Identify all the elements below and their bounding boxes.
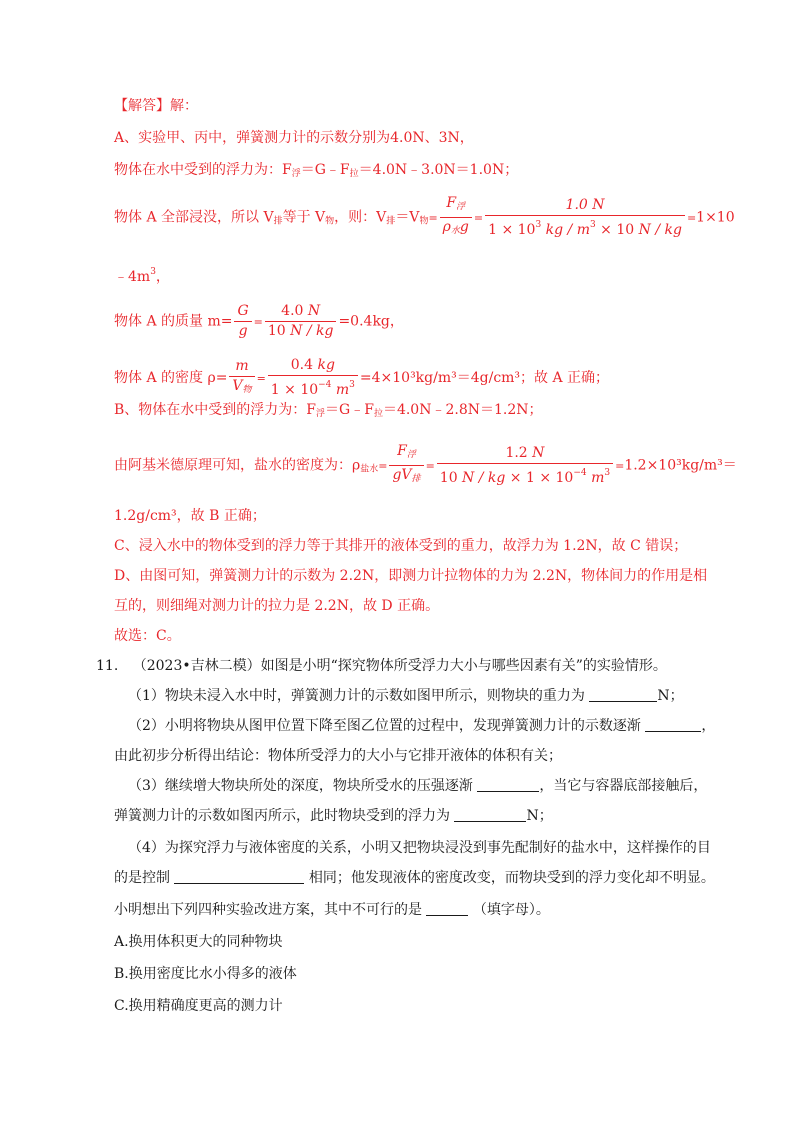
blank-2[interactable] [645, 716, 701, 732]
fraction-density-value: $\frac{0.4 kg}{1 \times 10^{-4} m^3}$ [268, 356, 358, 400]
answer-b-line3: 1.2g/cm³，故 B 正确； [114, 508, 266, 524]
blank-4[interactable] [454, 806, 526, 822]
blank-6[interactable] [426, 900, 468, 916]
option-b: B.换用密度比水小得多的液体 [114, 966, 297, 982]
blank-3[interactable] [477, 776, 539, 792]
blank-1[interactable] [589, 686, 657, 702]
question-part-3b: 弹簧测力计的示数如图丙所示，此时物块受到的浮力为 N； [114, 808, 553, 824]
question-part-4c: 小明想出下列四种实验改进方案，其中不可行的是 （填字母）。 [114, 902, 550, 918]
answer-a-mass: 物体 A 的质量 m= $\frac{G}{g}$ = $\frac{4.0 N}{10 N / kg}$ =0.4kg， [114, 303, 404, 339]
fraction-brine-density-value: $\frac{1.2 N}{10 N / kg \times 1 \times 10^{-4} m^3}$ [437, 444, 613, 488]
answer-a-density: 物体 A 的密度 ρ= $\frac{m}{\text{V物}}$ = $\frac{0.4 kg}{1 \times 10^{-4} m^3}$ =4×10³kg/m³＝4g/cm³；故 A 正确； [114, 357, 610, 398]
answer-d-line2: 互的，则细绳对测力计的拉力是 2.2N，故 D 正确。 [114, 598, 440, 614]
fraction-mass-value: $\frac{4.0 N}{10 N / kg}$ [265, 302, 337, 341]
option-c: C.换用精确度更高的测力计 [114, 998, 283, 1014]
answer-c: C、浸入水中的物体受到的浮力等于其排开的液体受到的重力，故浮力为 1.2N，故 C 错误； [114, 538, 688, 554]
question-part-4b: 的是控制 相同；他发现液体的密度改变，而物块受到的浮力变化却不明显。 [114, 870, 715, 886]
fraction-f-over-gv: $\frac{\text{F浮}}{\text{gV排}}$ [389, 442, 423, 489]
answer-a-line2: 物体在水中受到的浮力为：$F_浮=G﹣F_拉=4.0N﹣3.0N=1.0N$； [114, 162, 519, 179]
question-11-stem: 11. （2023•吉林二模）如图是小明“探究物体所受浮力大小与哪些因素有关”的实验情形。 [96, 658, 667, 674]
blank-5[interactable] [174, 868, 304, 884]
fraction-m-over-v: $\frac{m}{\text{V物}}$ [229, 357, 254, 400]
question-part-1: （1）物块未浸入水中时，弹簧测力计的示数如图甲所示，则物块的重力为 N； [128, 688, 684, 704]
question-part-4: （4）为探究浮力与液体密度的关系，小明又把物块浸没到事先配制好的盐水中，这样操作的目 [128, 840, 711, 856]
option-a: A.换用体积更大的同种物块 [114, 934, 283, 950]
fraction-volume-value: $\frac{1.0 N}{1 \times 10^3 kg / m^3 \times 10 N / kg}$ [485, 196, 685, 240]
answer-header: 【解答】解： [114, 98, 198, 114]
question-part-2: （2）小明将物块从图甲位置下降至图乙位置的过程中，发现弹簧测力计的示数逐渐 ， [128, 718, 716, 734]
answer-a-line3: 物体 A 全部浸没，所以 $V_排$等于 $V_物$，则：$V_排=V_物=$ $\frac{\text{F浮}}{\text{ρ水g}}$ = $\frac{1.0 N}{1 \times 10^3 kg / m^3 \times 10 N / kg}$ =1×10 [114, 194, 735, 241]
question-part-2b: 由此初步分析得出结论：物体所受浮力的大小与它排开液体的体积有关； [114, 748, 562, 764]
answer-a-line4: $﹣4m^3$， [114, 267, 170, 285]
answer-choice: 故选：C。 [114, 628, 181, 644]
question-part-3: （3）继续增大物块所处的深度，物块所受水的压强逐渐 ，当它与容器底部接触后， [128, 778, 708, 794]
fraction-buoyancy-over-rho-g: $\frac{\text{F浮}}{\text{ρ水g}}$ [440, 194, 472, 241]
answer-b-line1: B、物体在水中受到的浮力为：$F_浮=G﹣F_拉=4.0N﹣2.8N=1.2N$； [114, 402, 543, 419]
fraction-g-over-g: $\frac{G}{g}$ [234, 302, 251, 341]
question-number: 11. [96, 658, 119, 674]
answer-a-line1: A、实验甲、丙中，弹簧测力计的示数分别为4.0N、3N， [114, 130, 474, 146]
answer-b-line2: 由阿基米德原理可知，盐水的密度为：$\rho_{盐水}=$ $\frac{\text{F浮}}{\text{gV排}}$ = $\frac{1.2 N}{10 N / kg \times 1 \times 10^{-4} m^3}$ =1.2×10³kg/m³＝ [114, 442, 737, 489]
answer-d-line1: D、由图可知，弹簧测力计的示数为 2.2N，即测力计拉物体的力为 2.2N，物体间力的作用是相 [114, 568, 708, 584]
